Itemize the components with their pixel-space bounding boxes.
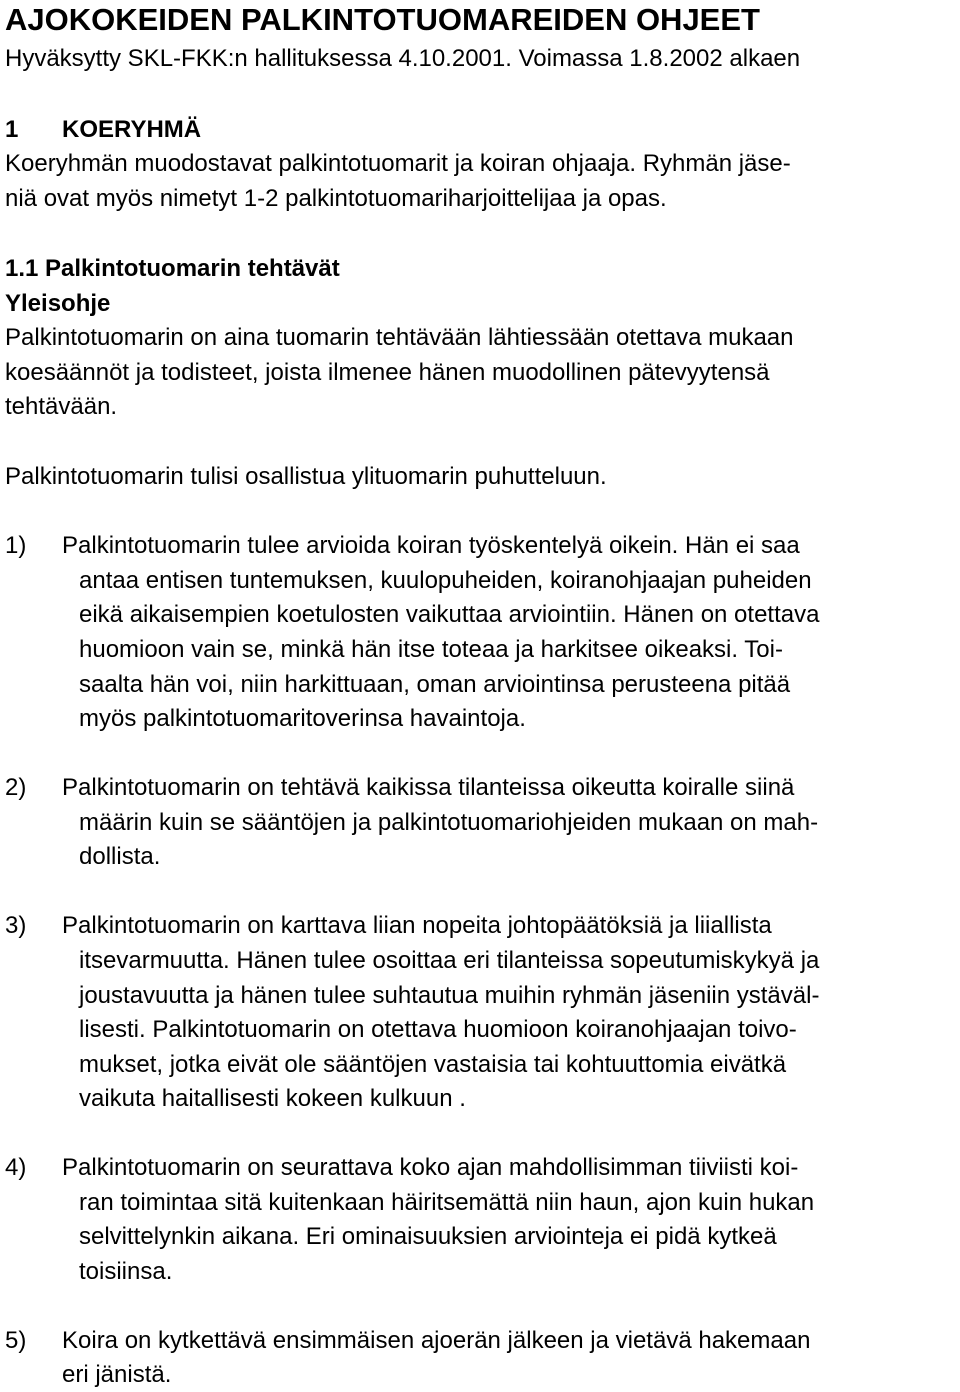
list-item-line: määrin kuin se sääntöjen ja palkintotuomariohjeiden mukaan on mah- (79, 809, 819, 836)
list-item-line: selvittelynkin aikana. Eri ominaisuuksien arviointeja ei pidä kytkeä (79, 1223, 777, 1250)
list-item-line: saalta hän voi, niin harkittuaan, oman arviointinsa perusteena pitää (79, 671, 791, 698)
paragraph-line: koesäännöt ja todisteet, joista ilmenee hänen muodollinen pätevyytensä (5, 359, 770, 386)
list-item-number: 5) (5, 1327, 27, 1354)
list-item-line: myös palkintotuomaritoverinsa havaintoja. (79, 705, 526, 732)
subsection-heading: 1.1 Palkintotuomarin tehtävät (5, 255, 340, 282)
list-item-line: eikä aikaisempien koetulosten vaikuttaa arviointiin. Hänen on otettava (79, 601, 820, 628)
list-item-line: Koira on kytkettävä ensimmäisen ajoerän jälkeen ja vietävä hakemaan (62, 1327, 811, 1354)
section-intro-line: Koeryhmän muodostavat palkintotuomarit ja koiran ohjaaja. Ryhmän jäse- (5, 150, 791, 177)
document-title: AJOKOKEIDEN PALKINTOTUOMAREIDEN OHJEET (5, 2, 760, 37)
list-item-line: eri jänistä. (62, 1361, 172, 1388)
list-item-line: Palkintotuomarin on seurattava koko ajan mahdollisimman tiiviisti koi- (62, 1154, 799, 1181)
list-item-line: huomioon vain se, minkä hän itse toteaa ja harkitsee oikeaksi. Toi- (79, 636, 783, 663)
paragraph-line: tehtävään. (5, 393, 118, 420)
section-heading: KOERYHMÄ (62, 116, 202, 143)
list-item-line: mukset, jotka eivät ole sääntöjen vastaisia tai kohtuuttomia eivätkä (79, 1051, 787, 1078)
list-item-number: 4) (5, 1154, 27, 1181)
list-item-line: ran toimintaa sitä kuitenkaan häiritsemättä niin haun, ajon kuin hukan (79, 1189, 815, 1216)
list-item-line: vaikuta haitallisesti kokeen kulkuun . (79, 1085, 466, 1112)
list-item-number: 1) (5, 532, 27, 559)
list-item-line: Palkintotuomarin on tehtävä kaikissa tilanteissa oikeutta koiralle siinä (62, 774, 795, 801)
list-item-line: toisiinsa. (79, 1258, 173, 1285)
paragraph-two: Palkintotuomarin tulisi osallistua ylituomarin puhutteluun. (5, 463, 607, 490)
subsection-subheading: Yleisohje (5, 290, 111, 317)
list-item-line: lisesti. Palkintotuomarin on otettava huomioon koiranohjaajan toivo- (79, 1016, 797, 1043)
list-item-line: antaa entisen tuntemuksen, kuulopuheiden, koiranohjaajan puheiden (79, 567, 812, 594)
list-item-number: 3) (5, 912, 27, 939)
section-intro-line: niä ovat myös nimetyt 1-2 palkintotuomariharjoittelijaa ja opas. (5, 185, 667, 212)
list-item-number: 2) (5, 774, 27, 801)
list-item-line: Palkintotuomarin tulee arvioida koiran työskentelyä oikein. Hän ei saa (62, 532, 800, 559)
list-item-line: dollista. (79, 843, 161, 870)
paragraph-line: Palkintotuomarin on aina tuomarin tehtävään lähtiessään otettava mukaan (5, 324, 794, 351)
list-item-line: itsevarmuutta. Hänen tulee osoittaa eri tilanteissa sopeutumiskykyä ja (79, 947, 820, 974)
list-item-line: joustavuutta ja hänen tulee suhtautua muihin ryhmän jäseniin ystäväl- (79, 982, 820, 1009)
list-item-line: Palkintotuomarin on karttava liian nopeita johtopäätöksiä ja liiallista (62, 912, 772, 939)
document-subtitle: Hyväksytty SKL-FKK:n hallituksessa 4.10.2001. Voimassa 1.8.2002 alkaen (5, 45, 801, 72)
section-number: 1 (5, 116, 19, 143)
